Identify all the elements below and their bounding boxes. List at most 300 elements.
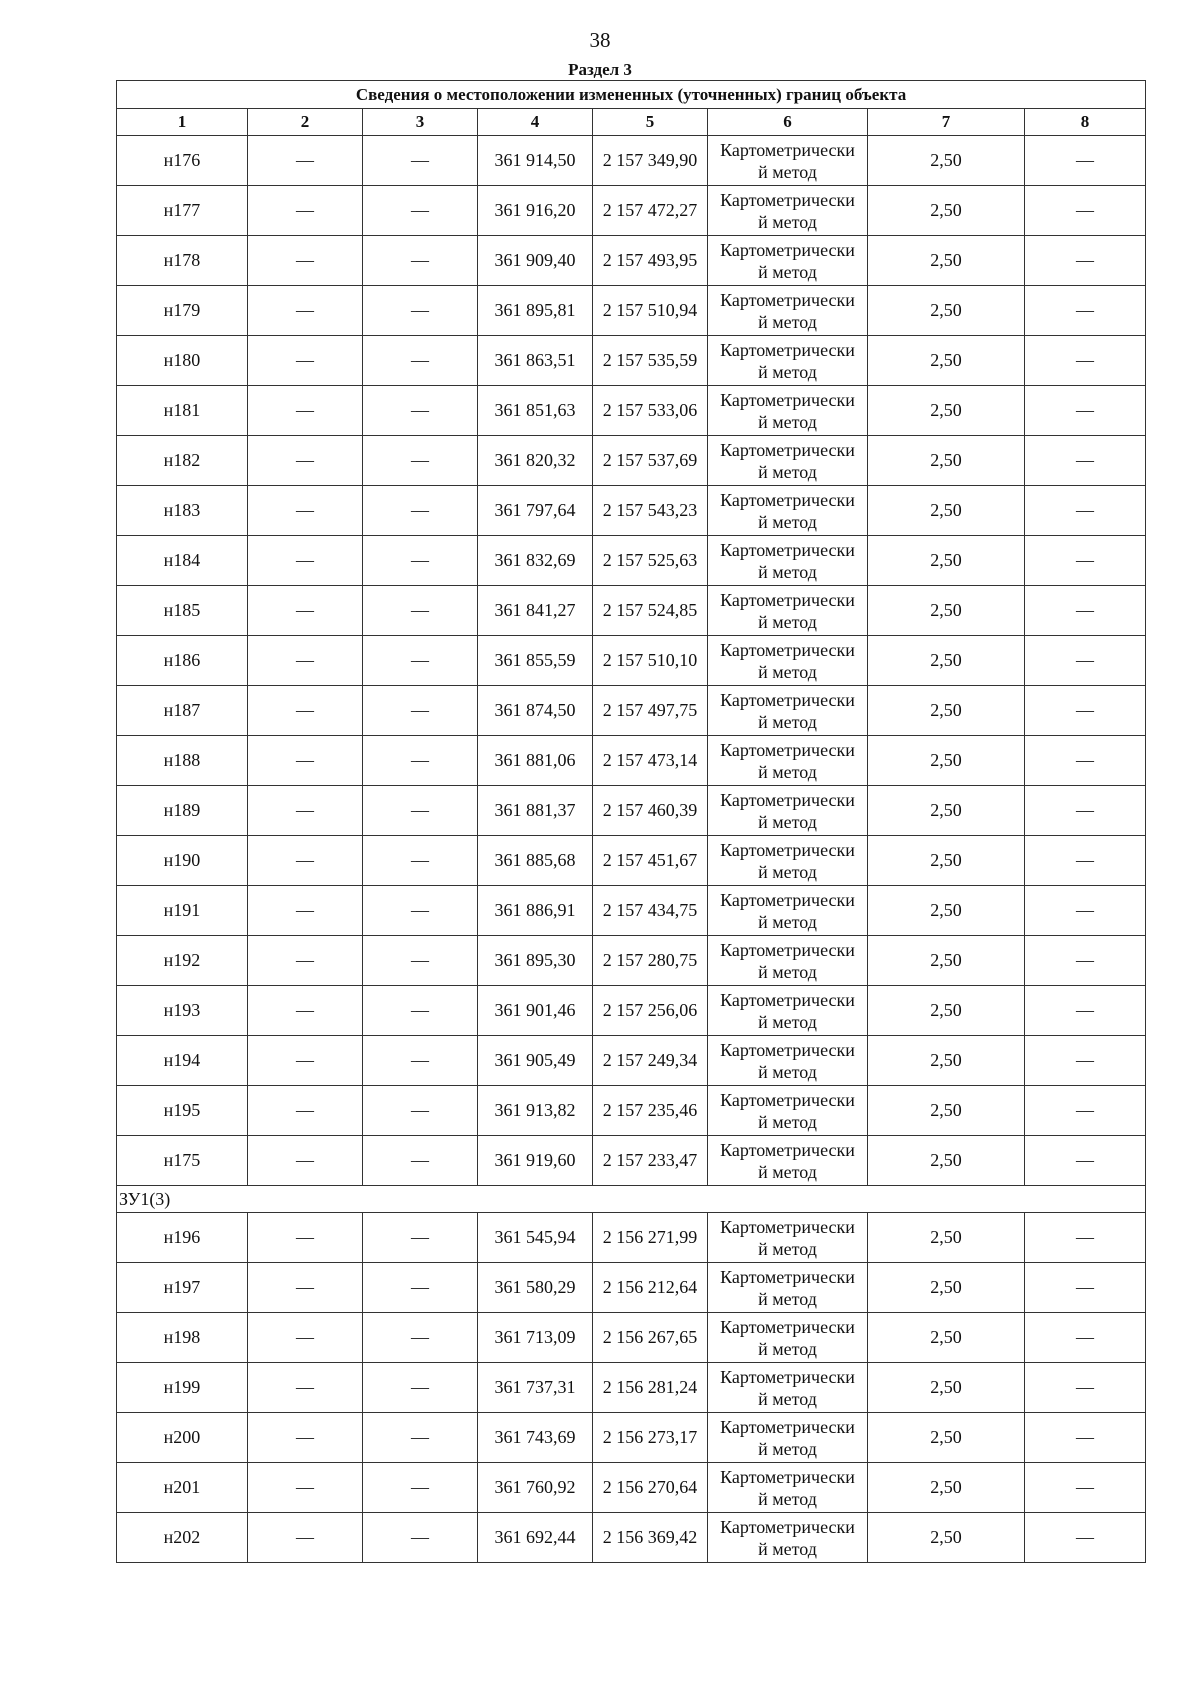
point-name-cell: н181 (117, 386, 248, 436)
table-row (117, 1036, 1146, 1086)
table-row (117, 486, 1146, 536)
accuracy-cell: 2,50 (868, 1513, 1025, 1563)
method-cell (708, 686, 868, 736)
y-coordinate-cell: 2 157 510,10 (593, 636, 708, 686)
point-name-cell: н184 (117, 536, 248, 586)
method-text-line-1: Картометрически (720, 439, 855, 460)
method-cell (708, 536, 868, 586)
accuracy-cell: 2,50 (868, 336, 1025, 386)
table-row (117, 286, 1146, 336)
column-8-cell: — (1025, 1036, 1146, 1086)
method-cell (708, 236, 868, 286)
column-8-cell: — (1025, 386, 1146, 436)
column-8-cell: — (1025, 936, 1146, 986)
column-3-cell: — (363, 786, 478, 836)
column-number-header: 2 (248, 109, 363, 136)
method-text-line-2: й метод (758, 1388, 817, 1409)
method-text-line-1: Картометрически (720, 389, 855, 410)
accuracy-cell: 2,50 (868, 736, 1025, 786)
method-cell (708, 986, 868, 1036)
method-text-line-1: Картометрически (720, 1266, 855, 1287)
column-2-cell: — (248, 836, 363, 886)
x-coordinate-cell: 361 820,32 (478, 436, 593, 486)
method-text-line-2: й метод (758, 1238, 817, 1259)
y-coordinate-cell: 2 157 349,90 (593, 136, 708, 186)
column-2-cell: — (248, 586, 363, 636)
point-name-cell: н200 (117, 1413, 248, 1463)
method-text-line-1: Картометрически (720, 1416, 855, 1437)
y-coordinate-cell: 2 156 281,24 (593, 1363, 708, 1413)
column-8-cell: — (1025, 986, 1146, 1036)
column-8-cell: — (1025, 436, 1146, 486)
method-text-line-1: Картометрически (720, 789, 855, 810)
column-3-cell: — (363, 1413, 478, 1463)
method-text-line-2: й метод (758, 511, 817, 532)
column-2-cell: — (248, 686, 363, 736)
column-2-cell: — (248, 1363, 363, 1413)
column-3-cell: — (363, 686, 478, 736)
y-coordinate-cell: 2 157 233,47 (593, 1136, 708, 1186)
accuracy-cell: 2,50 (868, 636, 1025, 686)
y-coordinate-cell: 2 157 493,95 (593, 236, 708, 286)
method-text-line-1: Картометрически (720, 489, 855, 510)
x-coordinate-cell: 361 885,68 (478, 836, 593, 886)
method-text-line-1: Картометрически (720, 139, 855, 160)
y-coordinate-cell: 2 157 535,59 (593, 336, 708, 386)
group-label-row (117, 1186, 1146, 1213)
column-8-cell: — (1025, 586, 1146, 636)
column-8-cell: — (1025, 1136, 1146, 1186)
column-number-header: 7 (868, 109, 1025, 136)
method-cell (708, 1463, 868, 1513)
column-2-cell: — (248, 136, 363, 186)
method-text-line-2: й метод (758, 611, 817, 632)
table-row (117, 1263, 1146, 1313)
table-row (117, 1513, 1146, 1563)
y-coordinate-cell: 2 157 543,23 (593, 486, 708, 536)
boundary-coordinates-table (116, 80, 1146, 1563)
x-coordinate-cell: 361 545,94 (478, 1213, 593, 1263)
method-text-line-1: Картометрически (720, 1316, 855, 1337)
column-8-cell: — (1025, 836, 1146, 886)
method-text-line-1: Картометрически (720, 289, 855, 310)
method-text-line-2: й метод (758, 261, 817, 282)
column-3-cell: — (363, 486, 478, 536)
table-row (117, 836, 1146, 886)
accuracy-cell: 2,50 (868, 536, 1025, 586)
column-2-cell: — (248, 786, 363, 836)
x-coordinate-cell: 361 743,69 (478, 1413, 593, 1463)
method-text-line-2: й метод (758, 661, 817, 682)
x-coordinate-cell: 361 909,40 (478, 236, 593, 286)
column-3-cell: — (363, 936, 478, 986)
point-name-cell: н182 (117, 436, 248, 486)
point-name-cell: н185 (117, 586, 248, 636)
method-cell (708, 1363, 868, 1413)
method-text-line-2: й метод (758, 161, 817, 182)
point-name-cell: н193 (117, 986, 248, 1036)
method-text-line-2: й метод (758, 811, 817, 832)
method-text-line-1: Картометрически (720, 1089, 855, 1110)
method-text-line-2: й метод (758, 461, 817, 482)
column-2-cell: — (248, 736, 363, 786)
point-name-cell: н176 (117, 136, 248, 186)
column-8-cell: — (1025, 486, 1146, 536)
x-coordinate-cell: 361 905,49 (478, 1036, 593, 1086)
column-3-cell: — (363, 386, 478, 436)
y-coordinate-cell: 2 157 460,39 (593, 786, 708, 836)
y-coordinate-cell: 2 157 525,63 (593, 536, 708, 586)
method-text-line-2: й метод (758, 1488, 817, 1509)
method-cell (708, 486, 868, 536)
method-cell (708, 136, 868, 186)
table-row (117, 636, 1146, 686)
y-coordinate-cell: 2 157 472,27 (593, 186, 708, 236)
x-coordinate-cell: 361 760,92 (478, 1463, 593, 1513)
point-name-cell: н188 (117, 736, 248, 786)
column-3-cell: — (363, 986, 478, 1036)
accuracy-cell: 2,50 (868, 1036, 1025, 1086)
column-2-cell: — (248, 1086, 363, 1136)
method-cell (708, 1136, 868, 1186)
method-text-line-1: Картометрически (720, 1466, 855, 1487)
point-name-cell: н183 (117, 486, 248, 536)
column-8-cell: — (1025, 536, 1146, 586)
table-row (117, 1313, 1146, 1363)
x-coordinate-cell: 361 855,59 (478, 636, 593, 686)
x-coordinate-cell: 361 881,37 (478, 786, 593, 836)
table-row (117, 736, 1146, 786)
method-cell (708, 1513, 868, 1563)
x-coordinate-cell: 361 886,91 (478, 886, 593, 936)
column-2-cell: — (248, 286, 363, 336)
page-number: 38 (589, 28, 611, 52)
method-text-line-2: й метод (758, 311, 817, 332)
point-name-cell: н189 (117, 786, 248, 836)
method-cell (708, 336, 868, 386)
x-coordinate-cell: 361 841,27 (478, 586, 593, 636)
x-coordinate-cell: 361 797,64 (478, 486, 593, 536)
method-cell (708, 386, 868, 436)
table-row (117, 786, 1146, 836)
method-text-line-1: Картометрически (720, 1516, 855, 1537)
method-text-line-2: й метод (758, 1338, 817, 1359)
x-coordinate-cell: 361 832,69 (478, 536, 593, 586)
column-number-header: 3 (363, 109, 478, 136)
column-number-header: 8 (1025, 109, 1146, 136)
accuracy-cell: 2,50 (868, 436, 1025, 486)
y-coordinate-cell: 2 156 267,65 (593, 1313, 708, 1363)
column-8-cell: — (1025, 1363, 1146, 1413)
x-coordinate-cell: 361 919,60 (478, 1136, 593, 1186)
column-8-cell: — (1025, 1263, 1146, 1313)
column-8-cell: — (1025, 236, 1146, 286)
column-2-cell: — (248, 336, 363, 386)
y-coordinate-cell: 2 157 510,94 (593, 286, 708, 336)
x-coordinate-cell: 361 895,81 (478, 286, 593, 336)
column-3-cell: — (363, 286, 478, 336)
x-coordinate-cell: 361 692,44 (478, 1513, 593, 1563)
column-2-cell: — (248, 1313, 363, 1363)
method-text-line-1: Картометрически (720, 1039, 855, 1060)
method-text-line-1: Картометрически (720, 589, 855, 610)
table-row (117, 1363, 1146, 1413)
method-cell (708, 586, 868, 636)
column-number-header: 6 (708, 109, 868, 136)
y-coordinate-cell: 2 157 537,69 (593, 436, 708, 486)
accuracy-cell: 2,50 (868, 286, 1025, 336)
column-2-cell: — (248, 636, 363, 686)
column-3-cell: — (363, 736, 478, 786)
method-text-line-2: й метод (758, 1061, 817, 1082)
point-name-cell: н175 (117, 1136, 248, 1186)
point-name-cell: н178 (117, 236, 248, 286)
table-row (117, 1136, 1146, 1186)
x-coordinate-cell: 361 863,51 (478, 336, 593, 386)
table-row (117, 886, 1146, 936)
point-name-cell: н202 (117, 1513, 248, 1563)
y-coordinate-cell: 2 157 235,46 (593, 1086, 708, 1136)
y-coordinate-cell: 2 157 280,75 (593, 936, 708, 986)
column-8-cell: — (1025, 736, 1146, 786)
column-2-cell: — (248, 1413, 363, 1463)
point-name-cell: н192 (117, 936, 248, 986)
point-name-cell: н197 (117, 1263, 248, 1313)
method-cell (708, 636, 868, 686)
method-text-line-2: й метод (758, 561, 817, 582)
x-coordinate-cell: 361 901,46 (478, 986, 593, 1036)
y-coordinate-cell: 2 157 256,06 (593, 986, 708, 1036)
column-3-cell: — (363, 1213, 478, 1263)
section-title: Раздел 3 (568, 60, 632, 79)
method-text-line-1: Картометрически (720, 1139, 855, 1160)
method-cell (708, 1263, 868, 1313)
method-text-line-1: Картометрически (720, 939, 855, 960)
point-name-cell: н186 (117, 636, 248, 686)
method-text-line-2: й метод (758, 861, 817, 882)
column-8-cell: — (1025, 136, 1146, 186)
column-8-cell: — (1025, 1513, 1146, 1563)
method-cell (708, 886, 868, 936)
table-row (117, 1413, 1146, 1463)
method-text-line-2: й метод (758, 211, 817, 232)
column-8-cell: — (1025, 686, 1146, 736)
column-2-cell: — (248, 486, 363, 536)
column-2-cell: — (248, 1513, 363, 1563)
accuracy-cell: 2,50 (868, 1213, 1025, 1263)
column-2-cell: — (248, 1036, 363, 1086)
x-coordinate-cell: 361 713,09 (478, 1313, 593, 1363)
x-coordinate-cell: 361 914,50 (478, 136, 593, 186)
column-2-cell: — (248, 986, 363, 1036)
accuracy-cell: 2,50 (868, 1263, 1025, 1313)
table-row (117, 136, 1146, 186)
column-3-cell: — (363, 886, 478, 936)
method-text-line-1: Картометрически (720, 1366, 855, 1387)
column-3-cell: — (363, 1136, 478, 1186)
y-coordinate-cell: 2 157 249,34 (593, 1036, 708, 1086)
column-8-cell: — (1025, 1463, 1146, 1513)
column-2-cell: — (248, 886, 363, 936)
method-text-line-1: Картометрически (720, 839, 855, 860)
method-text-line-2: й метод (758, 761, 817, 782)
point-name-cell: н180 (117, 336, 248, 386)
column-8-cell: — (1025, 286, 1146, 336)
accuracy-cell: 2,50 (868, 1313, 1025, 1363)
table-row (117, 386, 1146, 436)
table-row (117, 586, 1146, 636)
method-cell (708, 1086, 868, 1136)
point-name-cell: н198 (117, 1313, 248, 1363)
x-coordinate-cell: 361 580,29 (478, 1263, 593, 1313)
method-cell (708, 1313, 868, 1363)
accuracy-cell: 2,50 (868, 786, 1025, 836)
column-3-cell: — (363, 1313, 478, 1363)
column-3-cell: — (363, 236, 478, 286)
method-cell (708, 186, 868, 236)
column-8-cell: — (1025, 336, 1146, 386)
column-8-cell: — (1025, 1413, 1146, 1463)
method-cell (708, 1413, 868, 1463)
column-2-cell: — (248, 1463, 363, 1513)
column-3-cell: — (363, 336, 478, 386)
column-2-cell: — (248, 1213, 363, 1263)
y-coordinate-cell: 2 157 533,06 (593, 386, 708, 436)
method-text-line-2: й метод (758, 1288, 817, 1309)
point-name-cell: н195 (117, 1086, 248, 1136)
y-coordinate-cell: 2 156 369,42 (593, 1513, 708, 1563)
accuracy-cell: 2,50 (868, 986, 1025, 1036)
y-coordinate-cell: 2 157 473,14 (593, 736, 708, 786)
method-text-line-2: й метод (758, 961, 817, 982)
column-8-cell: — (1025, 636, 1146, 686)
table-row (117, 536, 1146, 586)
method-text-line-2: й метод (758, 711, 817, 732)
method-text-line-1: Картометрически (720, 239, 855, 260)
accuracy-cell: 2,50 (868, 1136, 1025, 1186)
column-3-cell: — (363, 1463, 478, 1513)
table-row (117, 1463, 1146, 1513)
column-2-cell: — (248, 936, 363, 986)
accuracy-cell: 2,50 (868, 1463, 1025, 1513)
column-3-cell: — (363, 1263, 478, 1313)
method-text-line-1: Картометрически (720, 689, 855, 710)
method-text-line-2: й метод (758, 1111, 817, 1132)
accuracy-cell: 2,50 (868, 236, 1025, 286)
accuracy-cell: 2,50 (868, 136, 1025, 186)
table-row (117, 936, 1146, 986)
table-row (117, 436, 1146, 486)
table-row (117, 986, 1146, 1036)
point-name-cell: н191 (117, 886, 248, 936)
table-caption: Сведения о местоположении измененных (уточненных) границ объекта (117, 81, 1146, 109)
y-coordinate-cell: 2 157 524,85 (593, 586, 708, 636)
method-text-line-1: Картометрически (720, 739, 855, 760)
accuracy-cell: 2,50 (868, 1086, 1025, 1136)
column-3-cell: — (363, 186, 478, 236)
method-text-line-1: Картометрически (720, 1216, 855, 1237)
method-text-line-2: й метод (758, 911, 817, 932)
accuracy-cell: 2,50 (868, 936, 1025, 986)
y-coordinate-cell: 2 156 271,99 (593, 1213, 708, 1263)
method-text-line-1: Картометрически (720, 639, 855, 660)
accuracy-cell: 2,50 (868, 386, 1025, 436)
method-cell (708, 1036, 868, 1086)
method-cell (708, 786, 868, 836)
x-coordinate-cell: 361 913,82 (478, 1086, 593, 1136)
column-3-cell: — (363, 536, 478, 586)
accuracy-cell: 2,50 (868, 1363, 1025, 1413)
group-label: ЗУ1(3) (117, 1186, 1146, 1213)
point-name-cell: н177 (117, 186, 248, 236)
point-name-cell: н187 (117, 686, 248, 736)
method-text-line-2: й метод (758, 1538, 817, 1559)
column-2-cell: — (248, 236, 363, 286)
y-coordinate-cell: 2 156 212,64 (593, 1263, 708, 1313)
table-body (117, 136, 1146, 1563)
method-cell (708, 286, 868, 336)
column-3-cell: — (363, 1513, 478, 1563)
column-2-cell: — (248, 536, 363, 586)
table-row (117, 186, 1146, 236)
column-3-cell: — (363, 1036, 478, 1086)
column-3-cell: — (363, 586, 478, 636)
accuracy-cell: 2,50 (868, 686, 1025, 736)
table-row (117, 1213, 1146, 1263)
table-row (117, 686, 1146, 736)
table-row (117, 336, 1146, 386)
x-coordinate-cell: 361 851,63 (478, 386, 593, 436)
column-2-cell: — (248, 1263, 363, 1313)
y-coordinate-cell: 2 156 273,17 (593, 1413, 708, 1463)
accuracy-cell: 2,50 (868, 836, 1025, 886)
column-3-cell: — (363, 636, 478, 686)
method-cell (708, 1213, 868, 1263)
method-text-line-1: Картометрически (720, 539, 855, 560)
method-cell (708, 936, 868, 986)
method-cell (708, 436, 868, 486)
column-8-cell: — (1025, 1213, 1146, 1263)
column-3-cell: — (363, 1363, 478, 1413)
column-number-row (117, 109, 1146, 136)
column-3-cell: — (363, 836, 478, 886)
column-8-cell: — (1025, 1313, 1146, 1363)
column-3-cell: — (363, 436, 478, 486)
y-coordinate-cell: 2 157 434,75 (593, 886, 708, 936)
column-number-header: 5 (593, 109, 708, 136)
x-coordinate-cell: 361 895,30 (478, 936, 593, 986)
method-text-line-2: й метод (758, 1161, 817, 1182)
point-name-cell: н199 (117, 1363, 248, 1413)
column-8-cell: — (1025, 886, 1146, 936)
method-text-line-1: Картометрически (720, 889, 855, 910)
method-cell (708, 736, 868, 786)
accuracy-cell: 2,50 (868, 186, 1025, 236)
table-row (117, 236, 1146, 286)
column-2-cell: — (248, 186, 363, 236)
x-coordinate-cell: 361 874,50 (478, 686, 593, 736)
point-name-cell: н194 (117, 1036, 248, 1086)
column-8-cell: — (1025, 1086, 1146, 1136)
column-2-cell: — (248, 386, 363, 436)
column-number-header: 1 (117, 109, 248, 136)
column-number-header: 4 (478, 109, 593, 136)
method-text-line-2: й метод (758, 411, 817, 432)
point-name-cell: н179 (117, 286, 248, 336)
column-8-cell: — (1025, 786, 1146, 836)
y-coordinate-cell: 2 157 451,67 (593, 836, 708, 886)
accuracy-cell: 2,50 (868, 886, 1025, 936)
